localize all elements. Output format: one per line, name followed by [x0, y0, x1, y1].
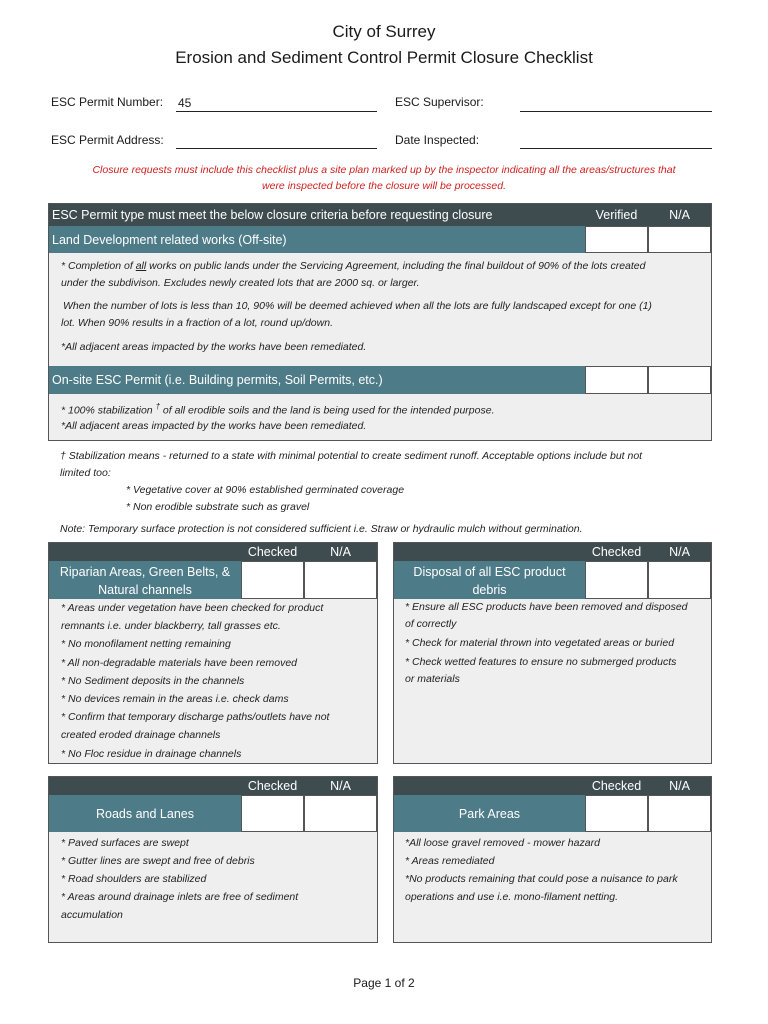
- parks-header-blank: [394, 777, 585, 795]
- disposal-na-header: N/A: [648, 543, 711, 561]
- list-item: * Check for material thrown into vegetated areas or buried: [405, 637, 675, 649]
- list-item: * No monofilament netting remaining: [61, 638, 231, 651]
- stabilization-note-line1: † Stabilization means - returned to a state with minimal potential to create sediment runoff. Acceptable options include but not: [60, 450, 643, 462]
- roads-section: [48, 776, 378, 943]
- roads-checked-checkbox[interactable]: [241, 795, 304, 832]
- permit-address-field[interactable]: [176, 133, 377, 149]
- document-title: City of Surrey: [332, 22, 436, 41]
- land-development-row: Land Development related works (Off-site): [49, 226, 585, 253]
- parks-checked-header: Checked: [585, 777, 648, 795]
- list-item: or materials: [405, 673, 460, 685]
- criteria-table: [48, 203, 712, 441]
- list-item: * Areas under vegetation have been checked for product: [61, 602, 324, 614]
- land-development-criteria: [49, 253, 711, 366]
- list-item: * No devices remain in the areas i.e. check dams: [61, 693, 289, 706]
- disposal-checked-header: Checked: [585, 543, 648, 561]
- disposal-checked-checkbox[interactable]: [585, 561, 648, 599]
- list-item: * Areas around drainage inlets are free of sediment: [61, 891, 299, 903]
- roads-title: Roads and Lanes: [49, 795, 241, 832]
- supervisor-field[interactable]: [520, 96, 712, 112]
- disposal-header-blank: [394, 543, 585, 561]
- riparian-header-blank: [49, 543, 241, 561]
- criteria-header: ESC Permit type must meet the below closure criteria before requesting closure: [49, 204, 585, 226]
- riparian-title: [49, 561, 241, 600]
- list-item: of correctly: [405, 618, 457, 630]
- permit-number-field[interactable]: 45: [176, 96, 377, 112]
- riparian-section: [48, 542, 378, 764]
- date-inspected-field[interactable]: [520, 133, 712, 149]
- stabilization-note-line2: limited too:: [60, 467, 111, 479]
- roads-na-checkbox[interactable]: [304, 795, 377, 832]
- list-item: * Check wetted features to ensure no submerged products: [405, 656, 677, 668]
- onsite-line1: * 100% stabilization † of all erodible soils and the land is being used for the intended purpose.: [61, 402, 495, 417]
- disposal-na-checkbox[interactable]: [648, 561, 711, 599]
- list-item: * Ensure all ESC products have been removed and disposed: [405, 601, 688, 613]
- onsite-permit-row: On-site ESC Permit (i.e. Building permits, Soil Permits, etc.): [49, 366, 585, 394]
- riparian-na-header: N/A: [304, 543, 377, 561]
- closure-notice: [40, 162, 728, 194]
- onsite-line2: *All adjacent areas impacted by the works have been remediated.: [61, 420, 367, 432]
- list-item: * No Floc residue in drainage channels: [61, 747, 242, 760]
- land-dev-line3: When the number of lots is less than 10, 90% will be deemed achieved when all the lots are fully landscaped except for one (1): [63, 300, 652, 312]
- list-item: * All non-degradable materials have been removed: [61, 656, 298, 669]
- riparian-items: [49, 599, 377, 763]
- list-item: *No products remaining that could pose a nuisance to park: [405, 873, 678, 885]
- land-dev-line5: *All adjacent areas impacted by the works have been remediated.: [61, 341, 367, 353]
- list-item: *All loose gravel removed - mower hazard: [405, 837, 600, 849]
- vegetative-cover-note: * Vegetative cover at 90% established germinated coverage: [126, 484, 405, 496]
- disposal-title-line1: Disposal of all ESC product: [413, 565, 566, 579]
- land-development-verified-checkbox[interactable]: [585, 226, 648, 253]
- land-dev-line1: * Completion of all works on public lands under the Servicing Agreement, including the final buildout of 90% of the lots created: [61, 260, 646, 272]
- parks-title: Park Areas: [394, 795, 585, 832]
- supervisor-label: ESC Supervisor:: [395, 95, 484, 109]
- document-subtitle: Erosion and Sediment Control Permit Closure Checklist: [175, 48, 593, 67]
- riparian-checked-header: Checked: [241, 543, 304, 561]
- onsite-na-checkbox[interactable]: [648, 366, 711, 394]
- parks-na-header: N/A: [648, 777, 711, 795]
- roads-na-header: N/A: [304, 777, 377, 795]
- list-item: * Gutter lines are swept and free of debris: [61, 855, 255, 867]
- roads-header-blank: [49, 777, 241, 795]
- land-dev-line2: under the subdivison. Excludes newly created lots that are 2000 sq. or larger.: [61, 277, 420, 289]
- na-header: N/A: [648, 204, 711, 226]
- list-item: remnants i.e. under blackberry, tall grasses etc.: [61, 620, 281, 633]
- list-item: accumulation: [61, 909, 123, 921]
- disposal-items: [394, 599, 711, 763]
- parks-na-checkbox[interactable]: [648, 795, 711, 832]
- list-item: operations and use i.e. mono-filament netting.: [405, 891, 619, 903]
- list-item: * Confirm that temporary discharge paths/outlets have not: [61, 711, 330, 724]
- onsite-criteria: [49, 394, 711, 440]
- disposal-title-line2: debris: [472, 583, 507, 597]
- parks-section: [393, 776, 712, 943]
- riparian-na-checkbox[interactable]: [304, 561, 377, 599]
- list-item: created eroded drainage channels: [61, 729, 221, 742]
- date-inspected-label: Date Inspected:: [395, 133, 480, 147]
- riparian-title-line2: Natural channels: [98, 583, 192, 597]
- permit-number-label: ESC Permit Number:: [51, 95, 164, 109]
- page-number: Page 1 of 2: [353, 976, 415, 990]
- roads-items: [49, 832, 377, 942]
- onsite-verified-checkbox[interactable]: [585, 366, 648, 394]
- riparian-title-line1: Riparian Areas, Green Belts, &: [59, 565, 231, 579]
- list-item: * Paved surfaces are swept: [61, 837, 189, 849]
- parks-items: [394, 832, 711, 942]
- land-development-na-checkbox[interactable]: [648, 226, 711, 253]
- disposal-title: [394, 561, 585, 600]
- non-erodible-note: * Non erodible substrate such as gravel: [126, 501, 310, 513]
- parks-checked-checkbox[interactable]: [585, 795, 648, 832]
- verified-header: Verified: [585, 204, 648, 226]
- temporary-protection-note: Note: Temporary surface protection is not considered sufficient i.e. Straw or hydraulic mulch without germination.: [60, 523, 583, 535]
- roads-checked-header: Checked: [241, 777, 304, 795]
- riparian-checked-checkbox[interactable]: [241, 561, 304, 599]
- list-item: * No Sediment deposits in the channels: [61, 674, 245, 687]
- land-dev-line4: lot. When 90% results in a fraction of a lot, round up/down.: [61, 317, 333, 329]
- closure-notice-line2: were inspected before the closure will be processed.: [262, 180, 506, 192]
- closure-notice-line1: Closure requests must include this checklist plus a site plan marked up by the inspector indicating all the areas/structures that: [92, 164, 676, 176]
- permit-address-label: ESC Permit Address:: [51, 133, 164, 147]
- disposal-section: [393, 542, 712, 764]
- list-item: * Road shoulders are stabilized: [61, 873, 207, 885]
- list-item: * Areas remediated: [405, 855, 495, 867]
